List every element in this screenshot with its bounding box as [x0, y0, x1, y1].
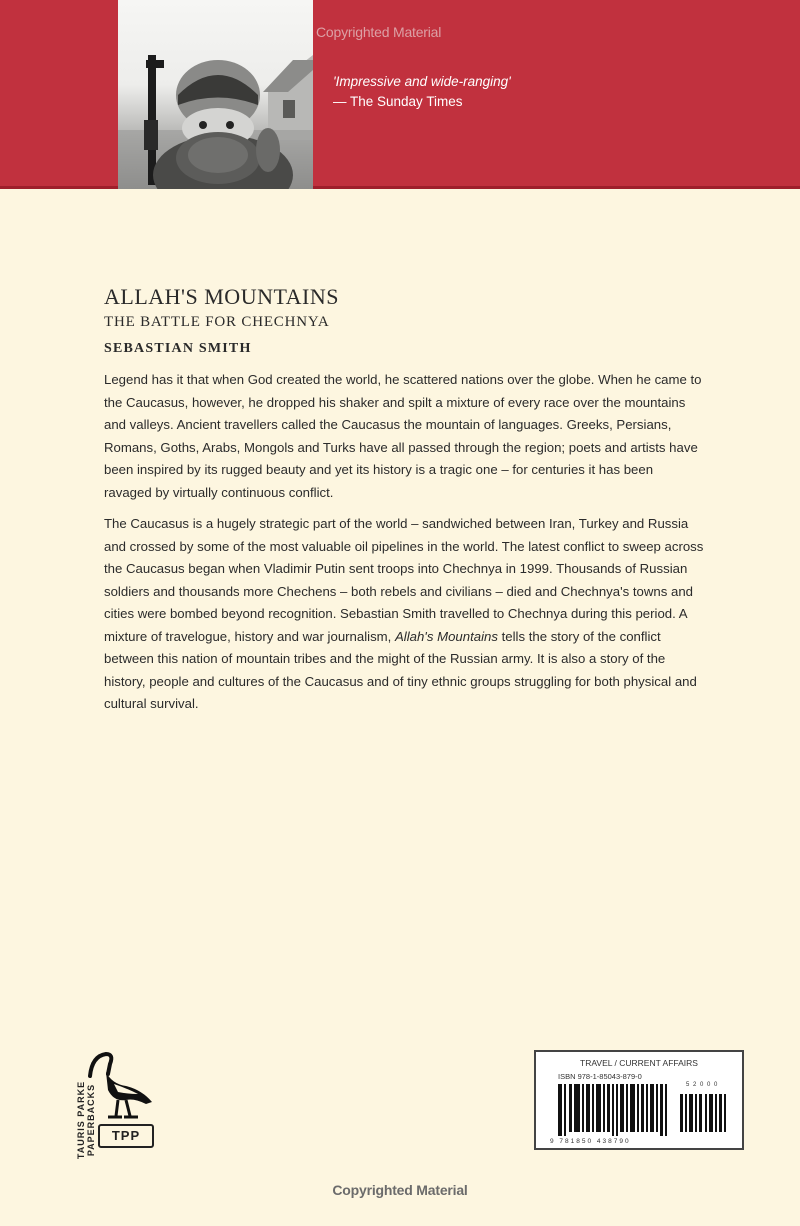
quote-text: 'Impressive and wide-ranging' — [333, 74, 511, 89]
barcode-box — [534, 1050, 744, 1150]
blurb-paragraph-1: Legend has it that when God created the world, he scattered nations over the globe. When he came to the Caucasus, however, he dropped his shaker and spilt a mixture of every race over the mountains and valleys. Ancient travellers called the Caucasus the mountain of languages. Greeks, Persians, Romans, Goths, Arabs, Mongols and Turks have all passed through the region; poets and artists have been inspired by its rugged beauty and yet its history is a tragic one – for centuries it has been ravaged by virtually continuous conflict. — [104, 372, 702, 500]
barcode-category: TRAVEL / CURRENT AFFAIRS — [580, 1058, 698, 1068]
tpp-logo-badge: TPP — [98, 1124, 154, 1148]
book-title: ALLAH'S MOUNTAINS — [104, 284, 339, 309]
book-subtitle: THE BATTLE FOR CHECHNYA — [104, 314, 330, 330]
quote-source: — The Sunday Times — [333, 94, 463, 109]
barcode-digits: 9 781850 438790 — [550, 1138, 631, 1145]
blurb — [104, 369, 704, 725]
publisher-name-line-1: TAURIS PARKE — [76, 1080, 86, 1160]
barcode-icon — [558, 1082, 738, 1136]
copyright-watermark-bottom: Copyrighted Material — [332, 1182, 468, 1198]
review-quote — [333, 72, 511, 112]
blurb-paragraph-2-part-a: The Caucasus is a hugely strategic part of the world – sandwiched between Iran, Turkey and Russia and crossed by some of the most valuable oil pipelines in the world. The latest conflict to sweep across the Caucasus began when Vladimir Putin sent troops into Chechnya in 1999. Thousands of Russian soldiers and thousands more Chechens – both rebels and civilians – died and Chechnya's towns and cities were bombed beyond recognition. Sebastian Smith travelled to Chechnya during this period. A mixture of travelogue, history and war journalism, — [104, 516, 704, 644]
publisher-logo — [50, 1050, 160, 1170]
isbn-label: ISBN 978-1-85043-879-0 — [558, 1072, 642, 1081]
barcode-addon-number: 5 2 0 0 0 — [686, 1082, 719, 1088]
copyright-watermark-top: Copyrighted Material — [316, 24, 442, 40]
fighter-photo-illustration — [118, 0, 313, 189]
blurb-paragraph-2 — [104, 513, 704, 716]
blurb-book-title-italic: Allah's Mountains — [394, 628, 498, 644]
title-block — [104, 284, 339, 360]
blurb-paragraph-2-part-b: tells the story of the conflict between this nation of mountain tribes and the might of the Russian army. It is also a story of the history, people and cultures of the Caucasus and of tiny ethnic groups struggling for both physical and cultural survival. — [104, 628, 697, 711]
book-author: SEBASTIAN SMITH — [104, 341, 252, 356]
publisher-name-line-2: PAPERBACKS — [86, 1083, 96, 1157]
ibis-icon — [86, 1050, 156, 1122]
cover-photo — [118, 0, 313, 189]
